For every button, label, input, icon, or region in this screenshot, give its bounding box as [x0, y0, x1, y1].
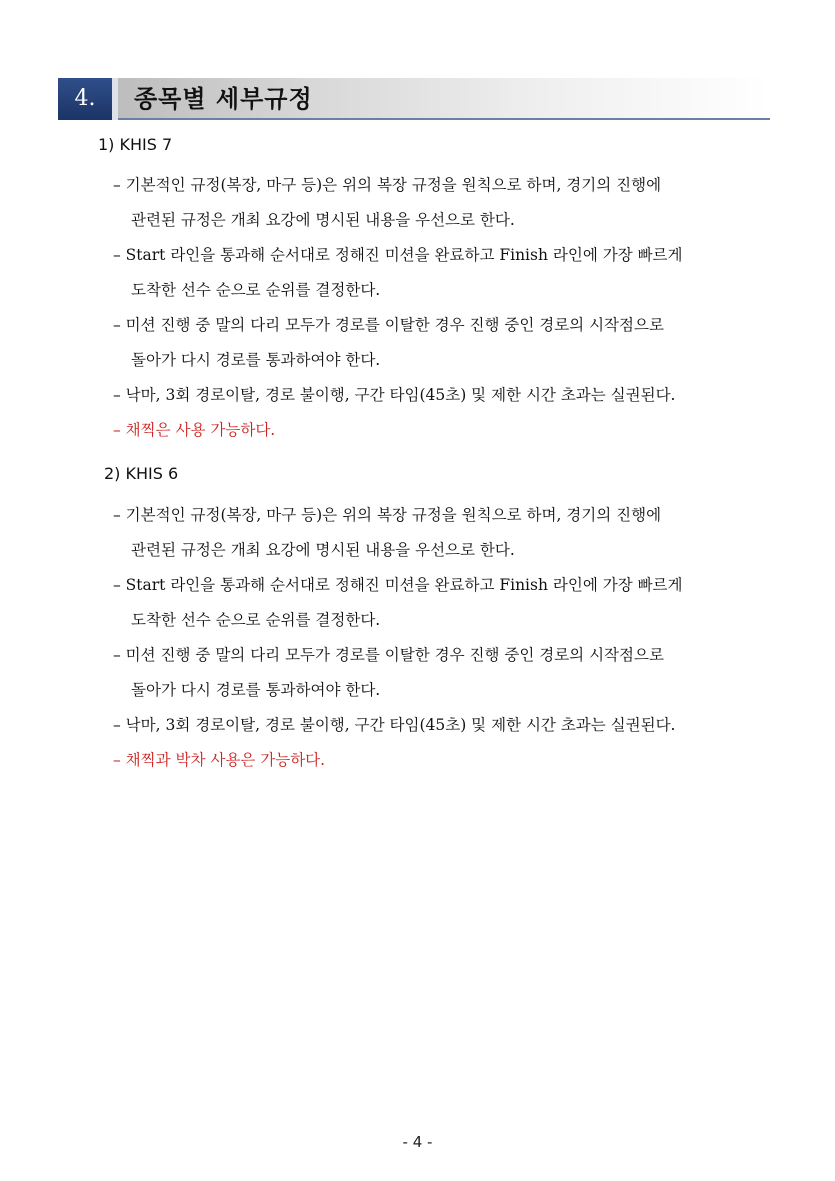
rule-line: – Start 라인을 통과해 순서대로 정해진 미션을 완료하고 Finish 라인에 가장 빠르게 — [113, 246, 683, 264]
section-title: 종목별 세부규정 — [134, 85, 313, 113]
rule-line: 도착한 선수 순으로 순위를 결정한다. — [131, 281, 381, 299]
rule-line: – 기본적인 규정(복장, 마구 등)은 위의 복장 규정을 원칙으로 하며, 경기의 진행에 — [113, 506, 662, 524]
section-number: 4. — [58, 78, 112, 120]
rule-line: – 미션 진행 중 말의 다리 모두가 경로를 이탈한 경우 진행 중인 경로의 시작점으로 — [113, 646, 664, 664]
rule-line: 돌아가 다시 경로를 통과하여야 한다. — [131, 351, 381, 369]
rule-line-emphasis: – 채찍은 사용 가능하다. — [113, 421, 276, 439]
section-title-box — [118, 78, 770, 120]
rule-line: – 낙마, 3회 경로이탈, 경로 불이행, 구간 타임(45초) 및 제한 시간 초과는 실권된다. — [113, 716, 676, 734]
rule-line-emphasis: – 채찍과 박차 사용은 가능하다. — [113, 751, 326, 769]
section-header — [58, 78, 770, 120]
rule-line: – Start 라인을 통과해 순서대로 정해진 미션을 완료하고 Finish 라인에 가장 빠르게 — [113, 576, 683, 594]
subsection-heading-khis6: 2) KHIS 6 — [104, 464, 179, 483]
rule-line: 관련된 규정은 개최 요강에 명시된 내용을 우선으로 한다. — [131, 541, 515, 559]
rule-line: – 미션 진행 중 말의 다리 모두가 경로를 이탈한 경우 진행 중인 경로의 시작점으로 — [113, 316, 664, 334]
rule-line: – 기본적인 규정(복장, 마구 등)은 위의 복장 규정을 원칙으로 하며, 경기의 진행에 — [113, 176, 662, 194]
subsection-heading-khis7: 1) KHIS 7 — [98, 135, 173, 154]
rule-line: 관련된 규정은 개최 요강에 명시된 내용을 우선으로 한다. — [131, 211, 515, 229]
page-number: - 4 - — [402, 1133, 433, 1151]
rule-line: 도착한 선수 순으로 순위를 결정한다. — [131, 611, 381, 629]
rule-line: 돌아가 다시 경로를 통과하여야 한다. — [131, 681, 381, 699]
rule-line: – 낙마, 3회 경로이탈, 경로 불이행, 구간 타임(45초) 및 제한 시간 초과는 실권된다. — [113, 386, 676, 404]
